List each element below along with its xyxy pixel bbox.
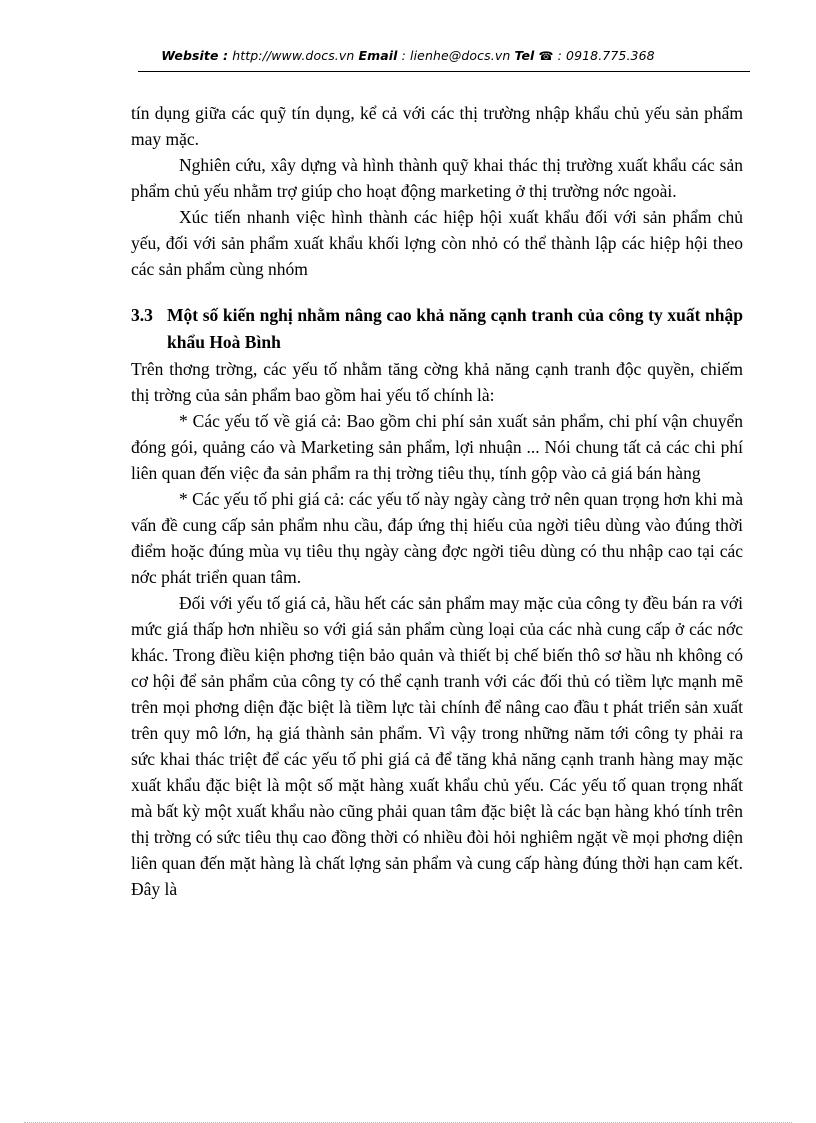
paragraph-fund-research: Nghiên cứu, xây dựng và hình thành quỹ khai thác thị trường xuất khẩu các sản phẩm chủ yếu nhằm trợ giúp cho hoạt động marketing ở thị trường nớc ngoài.	[131, 155, 743, 201]
tel-label: Tel	[514, 48, 535, 63]
section-number: 3.3	[131, 305, 153, 325]
paragraph-market-factors: Trên thơng trờng, các yếu tố nhằm tăng cờng khả năng cạnh tranh độc quyền, chiếm thị trờng của sản phẩm bao gồm hai yếu tố chính là:	[131, 359, 743, 405]
paragraph-nonprice-factors: * Các yếu tố phi giá cả: các yếu tố này ngày càng trở nên quan trọng hơn khi mà vấn đề cung cấp sản phẩm nhu cầu, đáp ứng thị hiếu của ngời tiêu dùng vào đúng thời điểm hoặc đúng mùa vụ tiêu thụ ngày càng đợc ngời tiêu dùng có thu nhập cao tại các nớc phát triển quan tâm.	[131, 489, 743, 587]
section-heading	[131, 302, 743, 356]
paragraph-export-associations: Xúc tiến nhanh việc hình thành các hiệp hội xuất khẩu đối với sản phẩm chủ yếu, đối với sản phẩm xuất khẩu khối lợng còn nhỏ có thể thành lập các hiệp hội theo các sản phẩm cùng nhóm	[131, 207, 743, 279]
paragraph-continuation: tín dụng giữa các quỹ tín dụng, kể cả với các thị trường nhập khẩu chủ yếu sản phẩm may mặc.	[131, 103, 743, 149]
email-label: Email	[358, 48, 398, 63]
website-label: Website :	[161, 48, 229, 63]
section-title: Một số kiến nghị nhằm nâng cao khả năng cạnh tranh của công ty xuất nhập khẩu Hoà Bình	[167, 305, 743, 352]
tel-number: : 0918.775.368	[553, 48, 655, 63]
document-body	[131, 100, 743, 902]
paragraph-price-analysis: Đối với yếu tố giá cả, hầu hết các sản phẩm may mặc của công ty đều bán ra với mức giá thấp hơn nhiều so với giá sản phẩm cùng loại của các nhà cung cấp ở các nớc khác. Trong điều kiện phơng tiện bảo quản và thiết bị chế biến thô sơ hầu nh không có cơ hội để sản phẩm của công ty có thể cạnh tranh với các đối thủ có tiềm lực mạnh mẽ trên mọi phơng diện đặc biệt là tiềm lực tài chính để nâng cao đầu t phát triển sản xuất trên quy mô lớn, hạ giá thành sản phẩm. Vì vậy trong những năm tới công ty phải ra sức khai thác triệt để các yếu tố phi giá cả để tăng khả năng cạnh tranh hàng may mặc xuất khẩu đặc biệt là một số mặt hàng xuất khẩu chủ yếu. Các yếu tố quan trọng nhất mà bất kỳ một xuất khẩu nào cũng phải quan tâm đặc biệt là các bạn hàng khó tính trên thị trờng có sức tiêu thụ cao đồng thời có nhiều đòi hỏi nghiêm ngặt về mọi phơng diện liên quan đến mặt hàng là chất lợng sản phẩm và cung cấp hàng đúng thời hạn cam kết. Đây là	[131, 593, 743, 899]
phone-icon: ☎	[538, 49, 554, 63]
website-url[interactable]: http://www.docs.vn	[228, 48, 359, 63]
page-header	[0, 48, 816, 63]
email-address[interactable]: : lienhe@docs.vn	[397, 48, 515, 63]
header-divider	[138, 71, 750, 72]
paragraph-price-factors: * Các yếu tố về giá cả: Bao gồm chi phí sản xuất sản phẩm, chi phí vận chuyển đóng gói, quảng cáo và Marketing sản phẩm, lợi nhuận ... Nói chung tất cả các chi phí liên quan đến việc đa sản phẩm ra thị trờng tiêu thụ, tính gộp vào cả giá bán hàng	[131, 411, 743, 483]
